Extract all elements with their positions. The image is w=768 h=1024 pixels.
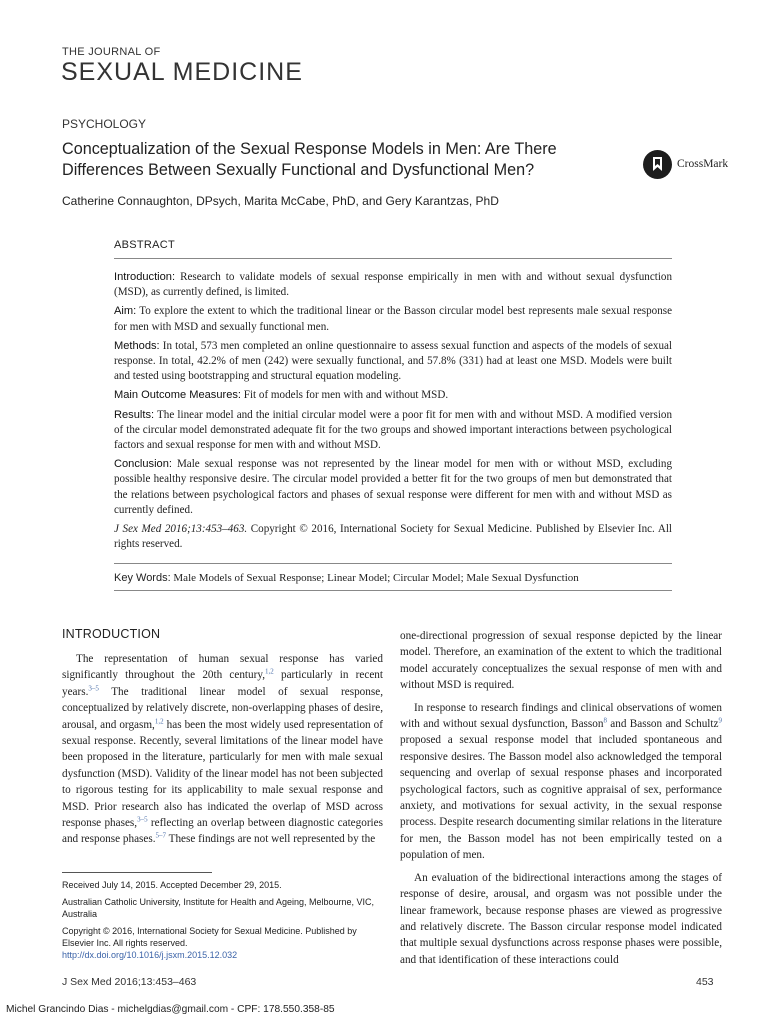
keywords-text: Male Models of Sexual Response; Linear Model; Circular Model; Male Sexual Dysfunction [173,572,579,584]
intro-text: These findings are not well represented by the [166,833,376,846]
citation-ref[interactable]: 8 [603,716,607,725]
column-left [62,651,383,854]
article-title: Conceptualization of the Sexual Response Models in Men: Are There Differences Between Sexually Functional and Dysfunctional Men? [62,140,557,179]
citation-copyright: Copyright © 2016, International Society for Sexual Medicine. Published by Elsevier Inc. All rights reserved. [114,523,672,551]
crossmark-label: CrossMark [677,158,729,170]
citation-ref[interactable]: 3–5 [137,815,148,824]
abstract-aim-text: To explore the extent to which the traditional linear or the Basson circular model best represents male sexual response for men with MSD and sexually functional men. [114,305,672,333]
download-watermark: Michel Grancindo Dias - michelgdias@gmail.com - CPF: 178.550.358-85 [6,1004,335,1015]
intro-paragraph-2 [400,700,722,864]
affiliation: Australian Catholic University, Institute for Health and Ageing, Melbourne, VIC, Australia [62,897,374,919]
abstract-body [114,270,672,556]
abstract-introduction-label: Introduction: [114,271,176,283]
intro-paragraph-1 [62,651,383,848]
footnotes [62,879,384,966]
abstract-aim-label: Aim: [114,305,137,318]
introduction-heading: INTRODUCTION [62,627,161,641]
abstract-methods-text: In total, 573 men completed an online questionnaire to assess sexual function and aspects of the models of sexual response. In total, 42.2% of men (242) were sexually functional, and 57.8% (331) had at least one MSD. Models were built and tested using bootstrapping and structural equation modeling. [114,339,672,383]
page-number: 453 [696,976,714,988]
citation-ref[interactable]: 5–7 [155,831,167,840]
authors: Catherine Connaughton, DPsych, Marita McCabe, PhD, and Gery Karantzas, PhD [62,194,499,208]
received-dates: Received July 14, 2015. Accepted December 29, 2015. [62,880,282,890]
abstract-introduction-text: Research to validate models of sexual response empirically in men with and without sexual dysfunction (MSD), as currently defined, is limited. [114,271,673,299]
copyright-text: Copyright © 2016, International Society for Sexual Medicine. Published by Elsevier Inc. All rights reserved. [62,926,357,948]
column-right [400,628,722,974]
abstract-outcome-label: Main Outcome Measures: [114,389,242,402]
abstract-conclusion [114,457,672,518]
abstract-citation [114,522,672,552]
keywords-label: Key Words: [114,572,171,584]
citation-ref[interactable]: 1,2 [265,667,274,676]
keywords [114,571,672,585]
abstract-methods [114,339,672,385]
abstract-top-rule [114,258,672,259]
footnote-rule [62,872,212,873]
intro-text: In response to research findings and clinical observations of women with and without sexual dysfunction, Basson [400,701,722,731]
abstract-heading: ABSTRACT [114,239,176,251]
intro-text: and Basson and Schultz [606,718,719,731]
citation-ref[interactable]: 1,2 [154,716,164,725]
crossmark-icon [643,150,672,179]
abstract-conclusion-label: Conclusion: [114,458,172,471]
intro-text: reflecting an overlap between diagnostic categories and response phases. [62,817,383,846]
citation-ref[interactable]: 9 [718,716,722,725]
intro-text: The traditional linear model of sexual response, conceptualized by relatively discrete, non-overlapping phases of desire, arousal, and orgasm, [62,685,383,731]
abstract-introduction [114,270,672,300]
intro-text: proposed a sexual response model that included spontaneous and responsive desires. The Basson model also acknowledged the temporal sequencing and overlap of sexual response phases and incorporated psychological factors, such as cognitive appraisal of sex, performance anxiety, and motivations for sexual activity, in the sexual response process. Despite research documenting similar relations in the literature for men, the Basson model has not been empirically tested on a population of men. [400,734,722,862]
footer-citation: J Sex Med 2016;13:453–463 [62,976,197,988]
section-label: PSYCHOLOGY [62,117,147,131]
abstract-methods-label: Methods: [114,339,160,352]
abstract-results-text: The linear model and the initial circular model were a poor fit for men with and without MSD. A modified version of the circular model demonstrated adequate fit for the two groups and showed important interactions between psychological factors and sexual response for men with and without MSD. [114,408,672,452]
abstract-conclusion-text: Male sexual response was not represented by the linear model for men with or without MSD, excluding possible healthy responsive desire. The circular model provided a better fit for the two groups of men but demonstrated that the relations between psychological factors and phases of sexual response were different for men with and without MSD as currently defined. [114,458,672,516]
citation-journal: J Sex Med 2016;13:453–463. [114,523,248,536]
keywords-top-rule [114,563,672,564]
abstract-outcome [114,388,672,403]
journal-name: SEXUAL MEDICINE [61,58,303,86]
abstract-aim [114,304,672,334]
citation-ref[interactable]: 3–5 [88,684,99,693]
intro-paragraph-continued: one-directional progression of sexual response depicted by the linear model. Therefore, an examination of the extent to which the traditional model accurately conceptualizes the sexual response of men with and without MSD is required. [400,630,722,692]
abstract-results-label: Results: [114,408,155,421]
abstract-outcome-text: Fit of models for men with and without MSD. [243,389,449,402]
doi-link[interactable]: http://dx.doi.org/10.1016/j.jsxm.2015.12.032 [62,950,238,960]
intro-paragraph-3: An evaluation of the bidirectional interactions among the stages of response of desire, arousal, and orgasm was not possible under the linear framework, because response phases are viewed as progressive and relatively discrete. The Basson circular response model indicated that multiple sexual dysfunctions across response phases were possible, and that identification of these interactions could [400,871,722,966]
intro-text: particularly in recent years. [62,669,383,698]
copyright-note [62,925,384,961]
abstract-results [114,408,672,454]
intro-text: The representation of human sexual response has varied significantly throughout the 20th century, [62,653,383,682]
keywords-bottom-rule [114,590,672,591]
intro-text: has been the most widely used representation of sexual response. Recently, several limitations of the linear model have been proposed in the literature, particularly for men with male sexual dysfunction (MSD). Validity of the linear model has not been subjected to rigorous testing for its applicability to male sexual response and MSD. Prior research also has indicated the overlap of MSD across response phases, [62,718,383,830]
journal-top-line: THE JOURNAL OF [62,46,161,58]
